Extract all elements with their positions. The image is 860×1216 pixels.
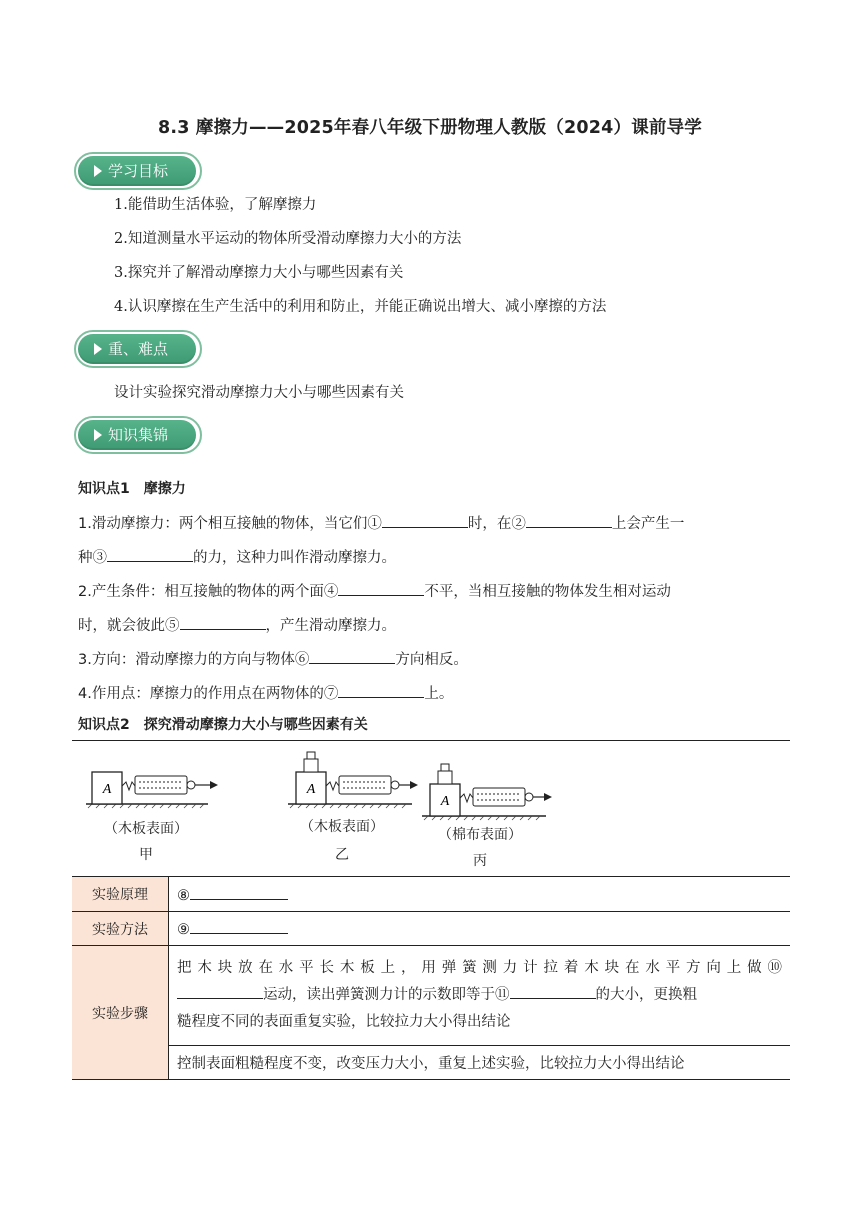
section-label: 重、难点 — [108, 340, 169, 358]
goal-item: 2.知道测量水平运动的物体所受滑动摩擦力大小的方法 — [114, 231, 462, 247]
term-label: 4.作用点： — [78, 686, 150, 702]
answer-blank-7[interactable] — [338, 683, 424, 698]
table-cell — [169, 912, 791, 946]
figure-caption-name: 丙 — [473, 853, 487, 869]
text: 的力，这种力叫作滑动摩擦力。 — [193, 550, 396, 566]
text: 相互接触的物体的两个面④ — [164, 584, 339, 600]
answer-blank-6[interactable] — [309, 649, 395, 664]
play-icon — [94, 429, 102, 441]
text: 上会产生一 — [611, 516, 685, 532]
answer-blank-9[interactable] — [190, 919, 288, 934]
term-label: 3.方向： — [78, 652, 136, 668]
kp2-heading: 知识点2 探究滑动摩擦力大小与哪些因素有关 — [78, 717, 368, 733]
text: 运动，读出弹簧测力计的示数即等于⑪ — [263, 987, 510, 1003]
text: 摩擦力的作用点在两物体的⑦ — [149, 686, 339, 702]
section-badge-knowledge — [78, 420, 196, 450]
text: 上。 — [424, 686, 454, 702]
answer-blank-10[interactable] — [177, 984, 263, 999]
goal-item: 3.探究并了解滑动摩擦力大小与哪些因素有关 — [114, 265, 404, 281]
goal-item: 1.能借助生活体验，了解摩擦力 — [114, 197, 317, 213]
text: 种③ — [78, 550, 107, 566]
text: 把木块放在水平长木板上，用弹簧测力计拉着木块在水平方向上做⑩ — [177, 960, 782, 976]
section-label: 知识集锦 — [108, 426, 169, 444]
section-badge-key — [78, 334, 196, 364]
experiment-table — [72, 876, 790, 1080]
kp1-line1 — [78, 512, 684, 533]
divider — [72, 740, 790, 741]
figure-caption-name: 乙 — [335, 847, 349, 863]
step-line — [177, 955, 782, 982]
figure-caption-surface: （棉布表面） — [438, 827, 522, 843]
text: 时，在② — [467, 516, 526, 532]
figure-caption-name: 甲 — [139, 847, 153, 863]
table-row — [72, 946, 790, 1046]
figure-bing — [422, 764, 552, 820]
kp1-line3 — [78, 580, 671, 601]
block-label: A — [102, 782, 112, 797]
answer-blank-2[interactable] — [526, 513, 612, 528]
kp1-heading: 知识点1 摩擦力 — [78, 481, 186, 497]
kp1-line5 — [78, 648, 468, 669]
goal-item: 4.认识摩擦在生产生活中的利用和防止，并能正确说出增大、减小摩擦的方法 — [114, 299, 607, 315]
answer-blank-3[interactable] — [107, 547, 193, 562]
play-icon — [94, 343, 102, 355]
row-label: 实验原理 — [72, 877, 169, 912]
text: ⑨ — [177, 922, 190, 938]
row-label: 实验方法 — [72, 912, 169, 946]
table-cell — [169, 946, 791, 1046]
answer-blank-1[interactable] — [382, 513, 468, 528]
answer-blank-5[interactable] — [180, 615, 266, 630]
kp1-line6 — [78, 682, 453, 703]
text: 时，就会彼此⑤ — [78, 618, 180, 634]
row-label: 实验步骤 — [72, 946, 169, 1080]
section-badge-goals — [78, 156, 196, 186]
text: 不平，当相互接触的物体发生相对运动 — [424, 584, 671, 600]
figure-yi — [288, 752, 418, 808]
text: ⑧ — [177, 887, 190, 904]
answer-blank-11[interactable] — [510, 984, 596, 999]
table-row — [72, 912, 790, 946]
kp1-line4 — [78, 614, 396, 635]
table-cell: 控制表面粗糙程度不变，改变压力大小，重复上述实验，比较拉力大小得出结论 — [169, 1046, 791, 1080]
table-cell — [169, 877, 791, 912]
answer-blank-4[interactable] — [338, 581, 424, 596]
term-label: 2.产生条件： — [78, 584, 165, 600]
step-line — [177, 982, 782, 1009]
play-icon — [94, 165, 102, 177]
answer-blank-8[interactable] — [190, 885, 288, 900]
page-title: 8.3 摩擦力——2025年春八年级下册物理人教版（2024）课前导学 — [157, 118, 702, 138]
text: 方向相反。 — [395, 652, 468, 668]
text: 滑动摩擦力的方向与物体⑥ — [135, 652, 310, 668]
figure-caption-surface: （木板表面） — [104, 821, 188, 837]
kp1-line2 — [78, 546, 396, 567]
block-label: A — [306, 782, 316, 797]
text: 两个相互接触的物体，当它们① — [178, 516, 382, 532]
term-label: 1.滑动摩擦力： — [78, 516, 179, 532]
text: 的大小，更换粗 — [595, 987, 697, 1003]
table-row — [72, 1046, 790, 1080]
figure-caption-surface: （木板表面） — [300, 819, 384, 835]
text: ，产生滑动摩擦力。 — [265, 618, 396, 634]
step-line: 糙程度不同的表面重复实验，比较拉力大小得出结论 — [177, 1014, 511, 1030]
key-point-text: 设计实验探究滑动摩擦力大小与哪些因素有关 — [114, 385, 404, 401]
table-row — [72, 877, 790, 912]
section-label: 学习目标 — [108, 162, 169, 180]
block-label: A — [440, 794, 450, 809]
